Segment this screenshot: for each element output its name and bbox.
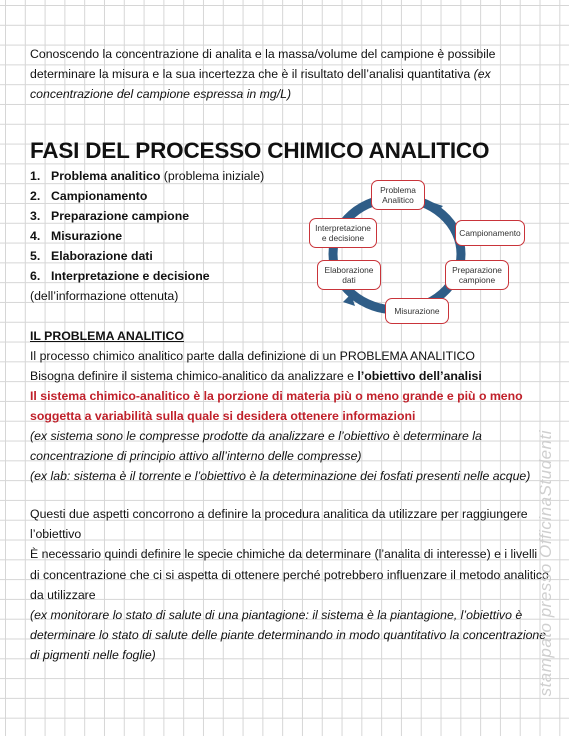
steps-list <box>30 166 300 306</box>
process-cycle-diagram <box>303 176 521 332</box>
aspects-example: (ex monitorare lo stato di salute di una piantagione: il sistema è la piantagione, l’obiettivo è determinare lo stato di salute delle piante determinando in modo quantitativo la concentrazione di pigmenti nelle foglie) <box>30 608 547 663</box>
intro-text: Conoscendo la concentrazione di analita e la massa/volume del campione è possibile determinare la misura e la sua incertezza che è il risultato dell’analisi quantitativa <box>30 47 496 82</box>
cycle-node-interpretazione: Interpretazione e decisione <box>309 218 377 248</box>
step-item: 4. Misurazione <box>30 229 123 243</box>
cycle-node-preparazione: Preparazione campione <box>445 260 509 290</box>
step-item: 1. Problema analitico (problema iniziale) <box>30 169 265 183</box>
problem-example-2: (ex lab: sistema è il torrente e l’obiettivo è la determinazione dei fosfati presenti nelle acque) <box>30 469 531 483</box>
step-item: 5. Elaborazione dati <box>30 249 153 263</box>
aspects-section <box>30 504 550 666</box>
steps-note: (dell’informazione ottenuta) <box>30 289 179 303</box>
aspects-paragraph-1: Questi due aspetti concorrono a definire la procedura analitica da utilizzare per raggiungere l’obiettivo <box>30 507 528 542</box>
intro-example: (ex concentrazione del campione espressa in mg/L) <box>30 67 491 102</box>
problem-example-1: (ex sistema sono le compresse prodotte da analizzare e l’obiettivo è determinare la concentrazione di principio attivo all’interno delle compresse) <box>30 429 482 463</box>
step-item: 6. Interpretazione e decisione <box>30 269 210 283</box>
cycle-node-misurazione: Misurazione <box>385 298 449 324</box>
problem-definition: Il sistema chimico-analitico è la porzione di materia più o meno grande e più o meno soggetta a variabilità sulla quale si desidera ottenere informazioni <box>30 389 523 423</box>
cycle-node-campionamento: Campionamento <box>455 220 525 246</box>
watermark: stampato presso OfficinaStudenti <box>536 430 555 697</box>
section-title: FASI DEL PROCESSO CHIMICO ANALITICO <box>30 138 490 163</box>
problem-line2: Bisogna definire il sistema chimico-analitico da analizzare e l’obiettivo dell’analisi <box>30 369 482 383</box>
cycle-node-problema: Problema Analitico <box>371 180 425 210</box>
cycle-node-elaborazione: Elaborazione dati <box>317 260 381 290</box>
problem-line1: Il processo chimico analitico parte dalla definizione di un PROBLEMA ANALITICO <box>30 349 475 363</box>
problem-section <box>30 326 550 486</box>
intro-paragraph <box>30 44 550 105</box>
step-item: 2. Campionamento <box>30 189 148 203</box>
aspects-paragraph-2: È necessario quindi definire le specie chimiche da determinare (l’analita di interesse) e i livelli di concentrazione che ci si aspetta di ottenere perché potrebbero influenzare il metodo analitico da utilizzare <box>30 547 549 602</box>
problem-heading: IL PROBLEMA ANALITICO <box>30 329 184 343</box>
step-item: 3. Preparazione campione <box>30 209 190 223</box>
